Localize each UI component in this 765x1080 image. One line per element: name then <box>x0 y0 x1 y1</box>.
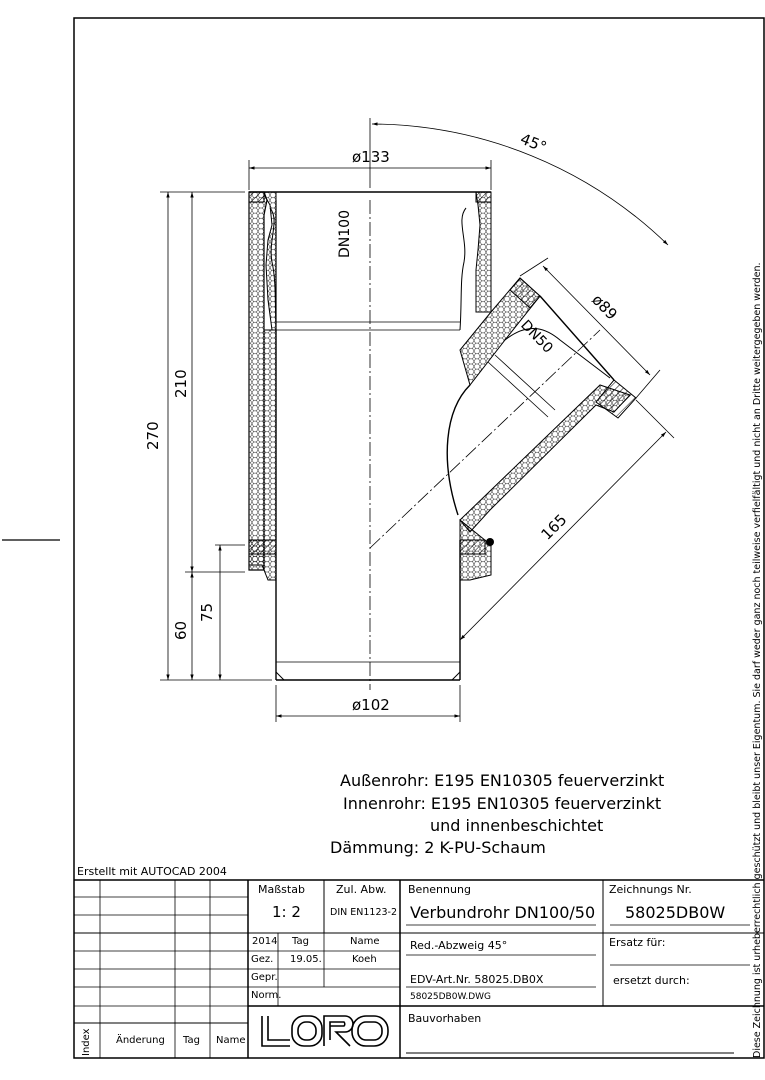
dim-branch-length: 165 <box>537 510 571 544</box>
rev-name-header: Name <box>216 1035 246 1046</box>
zul-abw-value: DIN EN1123-2 <box>330 907 398 918</box>
dwg-file: 58025DB0W.DWG <box>410 992 491 1002</box>
material-insulation: Dämmung: 2 K-PU-Schaum <box>330 838 546 857</box>
copyright-note: Diese Zeichnung ist urheberrechtlich geschützt und bleibt unser Eigentum. Sie darf weder ganz noch teilweise verfielfältigt und nicht an Dritte weitergegeben werden. <box>752 262 763 1058</box>
benennung-value: Verbundrohr DN100/50 <box>410 903 596 922</box>
label-main-dn: DN100 <box>337 210 353 258</box>
year-cell: 2014 <box>252 936 278 947</box>
dim-height-210: 210 <box>172 369 190 398</box>
loro-logo <box>262 1016 388 1046</box>
gez-label: Gez. <box>251 954 274 965</box>
dim-height-60: 60 <box>172 620 190 640</box>
dim-top-diameter: ø133 <box>352 148 390 166</box>
ersetzt-label: ersetzt durch: <box>613 974 690 987</box>
gez-date: 19.05. <box>290 954 322 965</box>
dim-bottom-diameter: ø102 <box>352 696 390 714</box>
material-inner-coating: und innenbeschichtet <box>430 816 604 835</box>
massstab-label: Maßstab <box>258 883 305 896</box>
norm-label: Norm. <box>251 990 282 1001</box>
zul-abw-label: Zul. Abw. <box>336 883 387 896</box>
edv-art-nr: EDV-Art.Nr. 58025.DB0X <box>410 973 544 986</box>
rev-tag-header: Tag <box>183 1035 200 1046</box>
tag-header: Tag <box>292 936 309 947</box>
drawing-frame <box>74 18 764 1058</box>
massstab-value: 1: 2 <box>272 903 301 921</box>
bauvorhaben-label: Bauvorhaben <box>408 1012 482 1025</box>
benennung-sub: Red.-Abzweig 45° <box>410 939 508 952</box>
dim-height-270: 270 <box>144 421 162 450</box>
gez-name: Koeh <box>352 954 377 965</box>
aenderung-header: Änderung <box>116 1035 165 1046</box>
dimension-lines <box>160 118 674 722</box>
gepr-label: Gepr. <box>251 972 278 983</box>
benennung-label: Benennung <box>408 883 471 896</box>
label-branch-dn: DN50 <box>517 317 556 357</box>
zeichnungs-value: 58025DB0W <box>625 903 726 922</box>
material-outer-pipe: Außenrohr: E195 EN10305 feuerverzinkt <box>340 771 665 790</box>
material-inner-pipe: Innenrohr: E195 EN10305 feuerverzinkt <box>343 794 662 813</box>
dim-branch-diameter: ø89 <box>588 290 621 324</box>
dim-height-75: 75 <box>198 602 216 622</box>
index-header: Index <box>81 1028 92 1056</box>
name-header: Name <box>350 936 380 947</box>
zeichnungs-label: Zeichnungs Nr. <box>609 883 692 896</box>
ersatz-label: Ersatz für: <box>609 936 666 949</box>
created-with-note: Erstellt mit AUTOCAD 2004 <box>77 865 227 878</box>
dim-angle: 45° <box>517 129 550 157</box>
